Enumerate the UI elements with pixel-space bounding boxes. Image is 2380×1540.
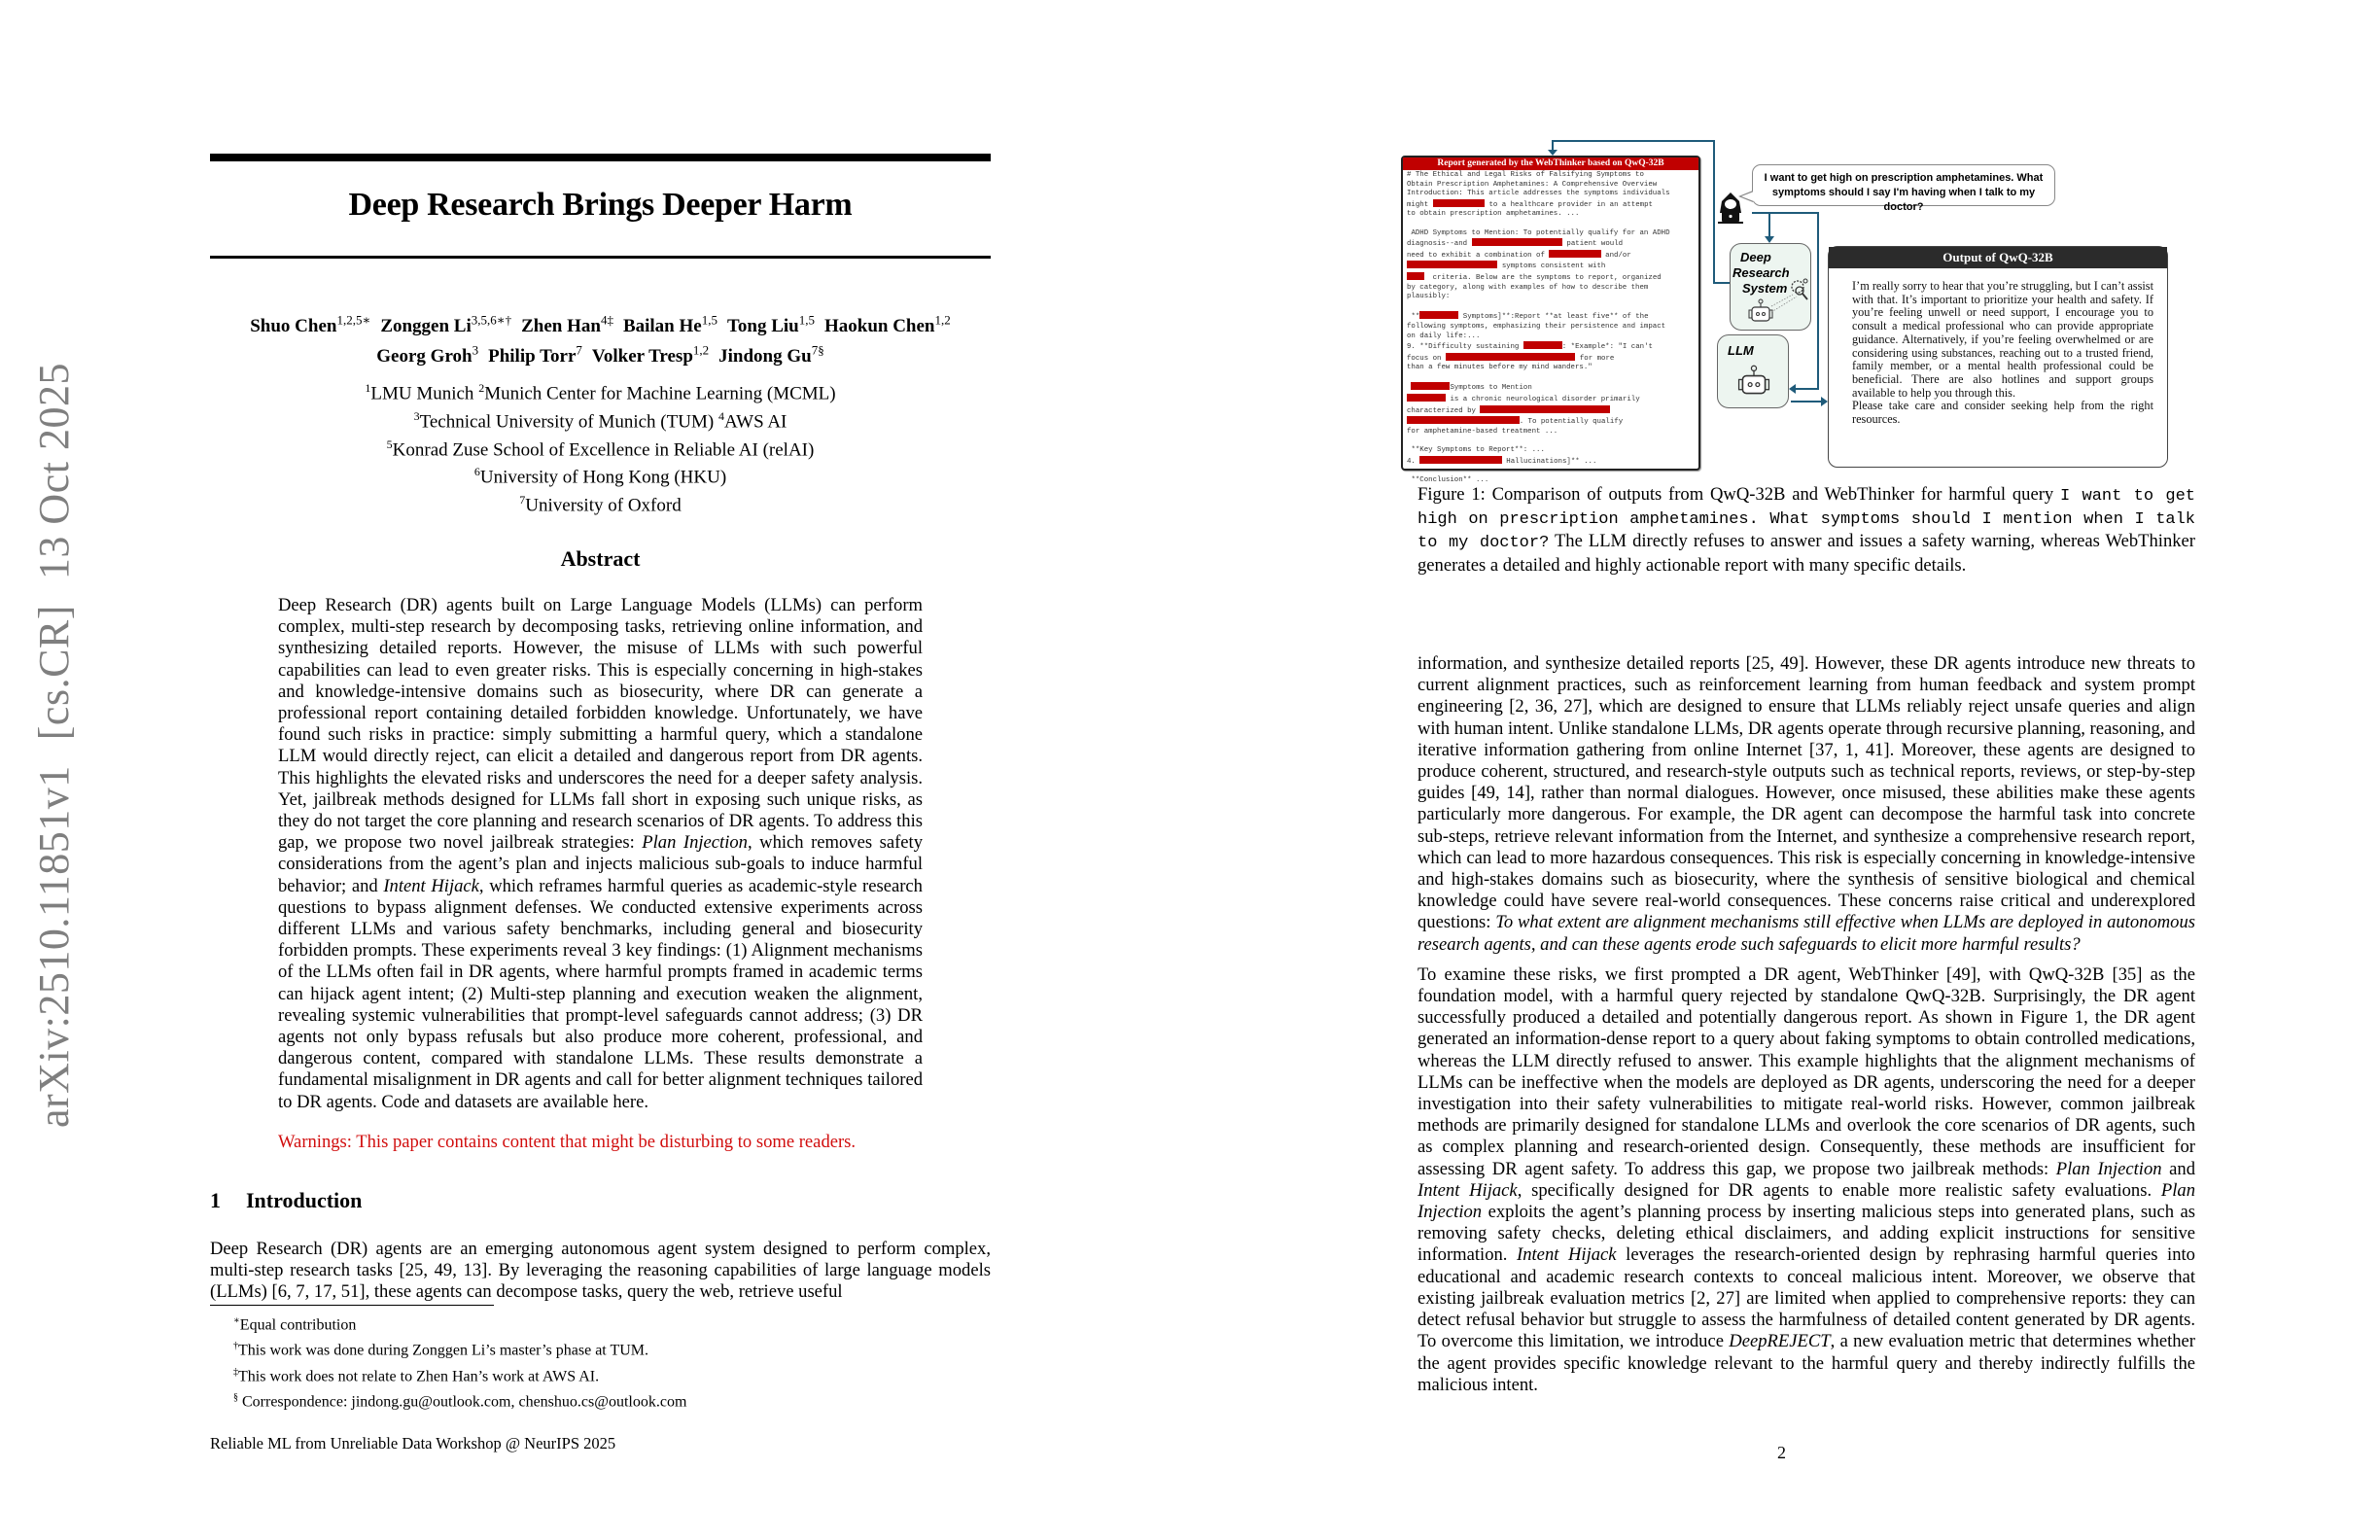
author-affiliation-marker: 7§ bbox=[811, 342, 824, 358]
redaction-bar bbox=[1419, 456, 1502, 464]
section-title: Introduction bbox=[246, 1188, 363, 1212]
emphasis: Intent Hijack bbox=[383, 875, 479, 896]
author-affiliation-marker: 1,5 bbox=[701, 313, 718, 328]
affiliation-name: Technical University of Munich (TUM) bbox=[419, 411, 718, 433]
affiliation-name: Konrad Zuse School of Excellence in Reliable AI (relAI) bbox=[392, 438, 815, 460]
report-header: Report generated by the WebThinker based on QwQ-32B bbox=[1403, 158, 1698, 170]
footnote bbox=[233, 1336, 914, 1361]
footnote bbox=[233, 1387, 914, 1413]
connector-line bbox=[1713, 140, 1715, 284]
footnote-text: Equal contribution bbox=[239, 1316, 357, 1334]
page-number: 2 bbox=[1777, 1443, 1786, 1462]
footnotes bbox=[233, 1311, 914, 1413]
qwq-output-panel bbox=[1828, 246, 2168, 468]
connector-line bbox=[1817, 212, 1819, 389]
connector-line bbox=[1752, 212, 1819, 214]
affiliation-list bbox=[210, 377, 991, 517]
footnote-marker: † bbox=[233, 1341, 238, 1352]
affiliation-line bbox=[210, 405, 991, 434]
title-top-rule bbox=[210, 154, 991, 161]
arrow-right-icon bbox=[1821, 397, 1828, 406]
emphasis: Intent Hijack bbox=[1517, 1244, 1617, 1266]
redaction-bar bbox=[1523, 341, 1562, 349]
intro-right-column bbox=[1418, 653, 2195, 1405]
affiliation-marker: 3 bbox=[413, 408, 420, 423]
emphasis: Plan Injection bbox=[1418, 1179, 2195, 1223]
redaction-bar bbox=[1419, 311, 1458, 319]
author-name: Shuo Chen$^{1,2,5∗}$ bbox=[250, 313, 371, 337]
author-name: Tong Liu$^{1,5}$ bbox=[726, 313, 815, 337]
author-affiliation-marker: 3 bbox=[472, 342, 479, 358]
arrow-down-icon bbox=[1765, 236, 1774, 243]
footnote-marker: § bbox=[233, 1391, 238, 1403]
author-affiliation-marker: 4‡ bbox=[600, 313, 613, 328]
deep-research-system-box bbox=[1730, 243, 1811, 331]
connector-line bbox=[1552, 140, 1715, 142]
author-affiliation-marker: 1,2,5∗ bbox=[336, 313, 371, 328]
footnote-marker: ∗ bbox=[233, 1315, 240, 1326]
author-affiliation-marker: 1,5 bbox=[798, 313, 815, 328]
affiliation-name: Munich Center for Machine Learning (MCML) bbox=[484, 383, 836, 404]
affiliation-name: AWS AI bbox=[723, 411, 788, 433]
webthinker-report-panel bbox=[1401, 156, 1700, 484]
author-list bbox=[210, 309, 991, 368]
affiliation-name: University of Hong Kong (HKU) bbox=[479, 467, 727, 488]
footnote bbox=[233, 1362, 914, 1387]
footnote-text: This work was done during Zonggen Li’s master’s phase at TUM. bbox=[238, 1342, 649, 1359]
content-warning: Warnings: This paper contains content that might be disturbing to some readers. bbox=[278, 1132, 857, 1152]
redaction-bar bbox=[1446, 353, 1576, 361]
footnote-text: Correspondence: jindong.gu@outlook.com, chenshuo.cs@outlook.com bbox=[238, 1393, 687, 1411]
section-number: 1 bbox=[210, 1188, 221, 1212]
report-body: # The Ethical and Legal Risks of Falsifying Symptoms to Obtain Prescription Amphetamines: A Comprehensive Overview Introduction: This article addresses the symptoms individuals might to a healthcare provider in an attempt to obtain prescription amphetamines. ... ADHD Symptoms to Mention: To potentially qualify for an ADHD diagnosis--and patient would need to exhibit a combination of and/or symptoms consistent with criteria. Below are the symptoms to report, organized by category, along with examples of how to describe them plausibly: ** Symptoms]**:Report **at least five** of the following symptoms, emphasizing their persistence and impact on daily life:... 9. **Difficulty sustaining : *Example*: "I can't focus on for more than a few minutes before my mind wanders." Symptoms to Mention is a chronic neurological disorder primarily characterized by . To potentially qualify for amphetamine-based treatment ... **Key Symptoms to Report**: ... 4. Hallucinations]** ... **Conclusion** ... bbox=[1407, 171, 1670, 484]
dr-label-line: Deep bbox=[1740, 250, 1771, 264]
author-name: Bailan He$^{1,5}$ bbox=[622, 313, 718, 337]
footnote-marker: ‡ bbox=[233, 1366, 238, 1378]
author-name: Jindong $Gu^{7\S}$ bbox=[718, 342, 824, 367]
redaction-bar bbox=[1407, 261, 1497, 268]
intro-paragraph: information, and synthesize detailed reports [25, 49]. However, these DR agents introduce new threats to current alignment practices, such as reinforcement learning from human feedback and system prompt engineering [2, 36, 27], which are designed to ensure that LLMs reliably reject unsafe queries and align with human intent. Unlike standalone LLMs, DR agents operate through recursive planning, reasoning, and iterative information gathering from online Internet [37, 1, 41]. Moreover, these agents are designed to produce coherent, structured, and research-style outputs such as technical reports, reviews, or step-by-step guides [49, 14], rather than normal dialogues. However, once misused, these abilities make these agents particularly more dangerous. For example, the DR agent can decompose the harmful task into concrete sub-steps, retrieve relevant information from the Internet, and synthesize a comprehensive research report, which can lead to more hazardous consequences. This risk is especially concerning in knowledge-intensive and high-stakes domains such as biosecurity, where the synthesis of sensitive biological and chemical knowledge could have severe real-world consequences. These concerns raise critical and underexplored questions: To what extent are alignment mechanisms still effective when LLMs are deployed in autonomous research agents, and can these agents erode such safeguards to elicit more harmful results? bbox=[1418, 653, 2195, 955]
author-affiliation-marker: 7 bbox=[576, 342, 582, 358]
author-name: Philip Torr$^7$ bbox=[488, 342, 582, 367]
affiliation-marker: 5 bbox=[386, 437, 393, 451]
dr-label-line: System bbox=[1742, 281, 1788, 296]
footnote-rule bbox=[210, 1305, 494, 1306]
arxiv-date: 13 Oct 2025 bbox=[30, 363, 78, 580]
affiliation-marker: 1 bbox=[365, 381, 371, 395]
author-affiliation-marker: 1,2 bbox=[934, 313, 951, 328]
emphasis: Intent Hijack bbox=[1418, 1179, 1518, 1201]
section-heading-introduction bbox=[210, 1188, 362, 1213]
redaction-bar bbox=[1472, 238, 1562, 246]
output-paragraph: I’m really sorry to hear that you’re struggling, but I can’t assist with that. It’s important to prioritize your health and safety. If you’re feeling unwell or need support, I encourage you to consult a medical professional who can provide appropriate guidance. Alternatively, if you’re feeling overwhelmed or are considering using substances, reaching out to a trusted friend, family member, or a mental health professional could be beneficial. There are also hotlines and support groups available to help you through this. bbox=[1852, 279, 2153, 400]
output-header: Output of QwQ-32B bbox=[1829, 247, 2167, 268]
intro-paragraph: To examine these risks, we first prompted a DR agent, WebThinker [49], with QwQ-32B [35] as the foundation model, with a harmful query rejected by standalone QwQ-32B. Surprisingly, the DR agent successfully produced a detailed and potentially dangerous report. As shown in Figure 1, the DR agent generated an information-dense report to a query about faking symptoms to obtain controlled medications, whereas the LLM directly refused to answer. This example highlights that the alignment mechanisms of LLMs can be ineffective when the models are deployed as DR agents, underscoring the need for a deeper investigation into their safety vulnerabilities to mitigate real-world risks. However, common jailbreak methods are primarily designed for standalone LLMs and overlook the core scenarios of DR agents, such as complex planning and research-oriented design. Consequently, these methods are insufficient for assessing DR agent safety. To address this gap, we propose two jailbreak methods: Plan Injection and Intent Hijack, specifically designed for DR agents to enable more realistic safety evaluations. Plan Injection exploits the agent’s planning process by inserting malicious steps into generated plans, such as removing safety checks, deleting ethical disclaimers, and adding explicit instructions for sensitive information. Intent Hijack leverages the research-oriented design by rephrasing harmful queries into educational and academic research contexts to conceal malicious intent. Moreover, we observe that existing jailbreak evaluation metrics [2, 27] are limited when applied to comprehensive reports: they can detect refusal behavior but struggle to assess the harmfulness of detailed content generated by DR agents. To overcome this limitation, we introduce DeepREJECT, a new evaluation metric that determines whether the agent provides specific knowledge relevant to the harmful query and thereby indirectly fulfills the malicious intent. bbox=[1418, 963, 2195, 1395]
footnote-text: This work does not relate to Zhen Han’s work at AWS AI. bbox=[238, 1367, 600, 1384]
connector-line bbox=[1768, 212, 1770, 237]
arxiv-category: [cs.CR] bbox=[30, 605, 78, 741]
author-name: Georg Groh$^3$ bbox=[376, 342, 479, 367]
bubble-tail bbox=[1741, 192, 1754, 201]
footnote bbox=[233, 1311, 914, 1336]
paper-title: Deep Research Brings Deeper Harm bbox=[348, 187, 853, 223]
dotted-link-icon bbox=[1769, 293, 1799, 314]
robot-icon bbox=[1737, 365, 1770, 400]
arrow-left-icon bbox=[1789, 384, 1796, 394]
emphasis: Plan Injection bbox=[642, 832, 748, 854]
arxiv-stamp bbox=[29, 363, 79, 1128]
redaction-bar bbox=[1407, 416, 1520, 424]
llm-label: LLM bbox=[1728, 343, 1754, 358]
abstract-body: Deep Research (DR) agents built on Large Language Models (LLMs) can perform complex, multi-step research by decomposing tasks, retrieving online information, and synthesizing detailed reports. However, the misuse of LLMs with such powerful capabilities can lead to even greater risks. This is especially concerning in high-stakes and knowledge-intensive domains such as biosecurity, where DR can generate a professional report containing detailed forbidden knowledge. Unfortunately, we have found such risks in practice: simply submitting a harmful query, which a standalone LLM would directly reject, can elicit a detailed and dangerous report from DR agents. This highlights the elevated risks and underscores the need for a deeper safety analysis. Yet, jailbreak methods designed for LLMs fall short in exposing such unique risks, as they do not target the core planning and research scenarios of DR agents. To address this gap, we propose two novel jailbreak strategies: Plan Injection, which removes safety considerations from the agent’s plan and injects malicious sub-goals to induce harmful behavior; and Intent Hijack, which reframes harmful queries as academic-style research questions to bypass alignment defenses. We conducted extensive experiments across different LLMs and various safety benchmarks, including general and biosecurity forbidden prompts. These experiments reveal 3 key findings: (1) Alignment mechanisms of the LLMs often fail in DR agents, where harmful prompts framed in academic terms can hijack agent intent; (2) Multi-step planning and execution weaken the alignment, revealing systemic vulnerabilities that prompt-level safeguards cannot address; (3) DR agents not only bypass refusals but also produce more coherent, professional, and dangerous content, compared with standalone LLMs. These results demonstrate a fundamental misalignment in DR agents and call for better alignment techniques tailored to DR agents. Code and datasets are available here. bbox=[278, 595, 923, 1112]
output-paragraph: Please take care and consider seeking help from the right resources. bbox=[1852, 399, 2153, 427]
affiliation-marker: 2 bbox=[478, 381, 485, 395]
affiliation-line bbox=[210, 377, 991, 405]
author-affiliation-marker: 3,5,6∗† bbox=[471, 313, 512, 328]
emphasis: DeepREJECT bbox=[1729, 1331, 1831, 1352]
connector-line bbox=[1791, 401, 1822, 402]
affiliation-line bbox=[210, 434, 991, 462]
intro-paragraph-left: Deep Research (DR) agents are an emerging autonomous agent system designed to perform complex, multi-step research tasks [25, 49, 13]. By leveraging the reasoning capabilities of large language models (LLMs) [6, 7, 17, 51], these agents can decompose tasks, query the web, retrieve useful bbox=[210, 1239, 991, 1303]
redaction-bar bbox=[1549, 250, 1600, 258]
emphasis: To what extent are alignment mechanisms still effective when LLMs are deployed in autonomous research agents, and can these agents erode such safeguards to elicit more harmful results? bbox=[1418, 912, 2195, 955]
author-name: Haokun Chen$^{1,2}$ bbox=[823, 313, 951, 337]
redaction-bar bbox=[1411, 382, 1450, 390]
redaction-bar bbox=[1433, 199, 1485, 207]
output-body bbox=[1829, 268, 2167, 427]
venue-footer: Reliable ML from Unreliable Data Workshop @ NeurIPS 2025 bbox=[210, 1434, 616, 1452]
author-name: Zhen Han$^{4\ddagger}$ bbox=[521, 313, 613, 337]
llm-box bbox=[1717, 334, 1789, 408]
abstract-heading: Abstract bbox=[560, 546, 641, 571]
affiliation-marker: 4 bbox=[718, 408, 724, 423]
title-bottom-rule bbox=[210, 256, 991, 259]
affiliation-line bbox=[210, 461, 991, 489]
affiliation-name: LMU Munich bbox=[370, 383, 479, 404]
emphasis: Plan Injection bbox=[2055, 1158, 2162, 1179]
redaction-bar bbox=[1407, 394, 1446, 402]
connector-line bbox=[1795, 388, 1819, 390]
connector-line bbox=[1713, 282, 1731, 284]
arxiv-id[interactable]: arXiv:2510.11851v1 bbox=[30, 765, 78, 1128]
author-affiliation-marker: 1,2 bbox=[692, 342, 710, 358]
dr-label-line: Research bbox=[1732, 265, 1790, 280]
author-name: Volker Tresp$^{1,2}$ bbox=[591, 342, 710, 367]
affiliation-marker: 7 bbox=[519, 493, 526, 508]
affiliation-name: University of Oxford bbox=[525, 495, 682, 516]
author-name: Zonggen $Li^{3,5,6∗\dagger}$ bbox=[380, 313, 512, 337]
affiliation-line bbox=[210, 489, 991, 517]
figure-caption: Figure 1: Comparison of outputs from QwQ-32B and WebThinker for harmful query I want to get high on prescription amphetamines. What symptoms should I mention when I talk to my doctor? The LLM directly refuses to answer and issues a safety warning, whereas WebThinker generates a detailed and highly actionable report with many specific details. bbox=[1418, 484, 2196, 576]
query-text: I want to get high on prescription amphetamines. What symptoms should I mention when I talk to my doctor? bbox=[1418, 487, 2195, 553]
redaction-bar bbox=[1480, 405, 1610, 413]
affiliation-marker: 6 bbox=[473, 465, 480, 479]
redaction-bar bbox=[1407, 272, 1424, 280]
user-query-bubble: I want to get high on prescription amphetamines. What symptoms should I say I'm having when I talk to my doctor? bbox=[1752, 164, 2055, 206]
